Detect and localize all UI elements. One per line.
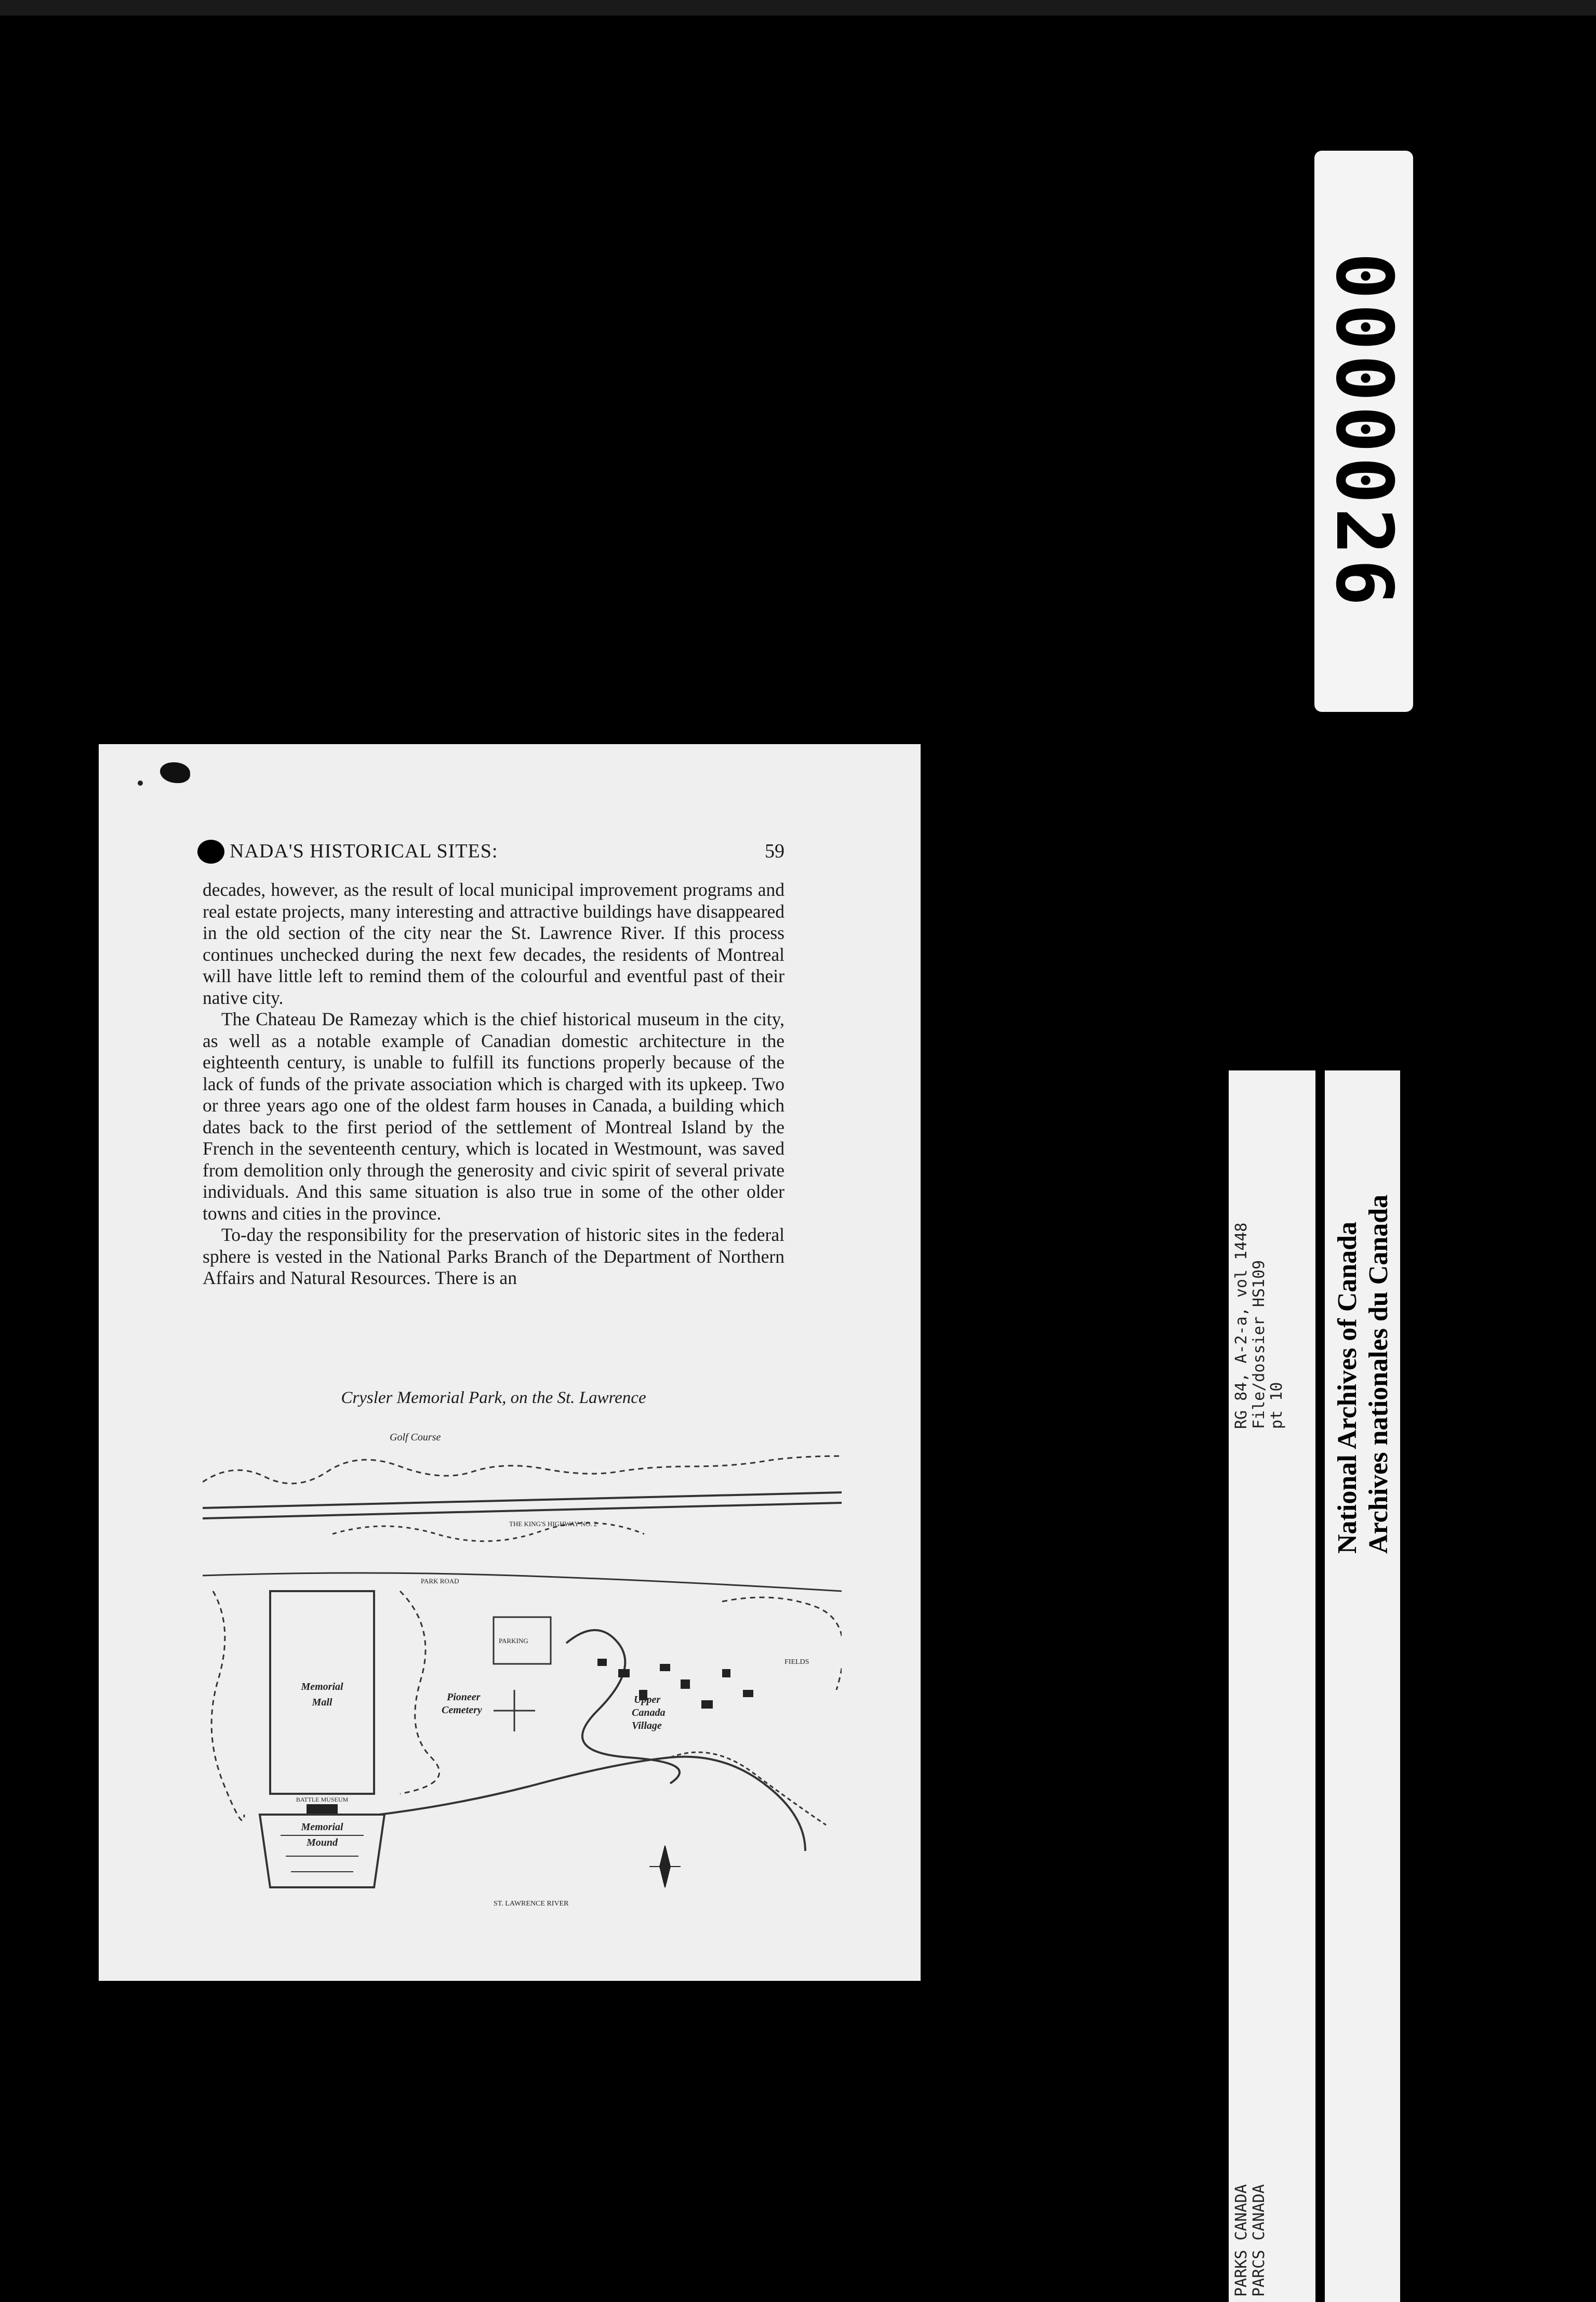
label-part: pt 10 (1268, 1382, 1286, 1429)
map-label-pioneer-cemetery: Pioneer (447, 1691, 481, 1703)
label-archives-en: National Archives of Canada (1333, 1222, 1362, 1554)
map-label-memorial-mall: Mall (312, 1697, 332, 1708)
east-woods (722, 1597, 842, 1690)
compass-rose (649, 1846, 681, 1887)
shoreline (379, 1757, 805, 1851)
map-label-highway: THE KING'S HIGHWAY NO. 2 (509, 1520, 597, 1528)
village-building (681, 1679, 690, 1689)
ink-speck (160, 762, 190, 783)
village-building (660, 1664, 670, 1671)
map-label-upper-canada-village: Village (632, 1720, 662, 1731)
label-parks-canada: PARKS CANADA (1232, 2184, 1251, 2297)
tree-line (203, 1456, 842, 1484)
village-building (701, 1700, 713, 1709)
west-woods (211, 1591, 244, 1820)
village-building (597, 1659, 607, 1666)
map-label-memorial-mound: Mound (306, 1837, 338, 1848)
tree-cluster (332, 1523, 644, 1541)
map-label-pioneer-cemetery: Cemetery (442, 1704, 482, 1716)
park-road (203, 1573, 842, 1591)
map-label-parking: PARKING (499, 1637, 528, 1645)
map-label-golf-course: Golf Course (390, 1432, 441, 1443)
label-file-dossier: File/dossier HS109 (1250, 1260, 1268, 1429)
label-divider (1315, 1070, 1325, 2302)
paragraph: decades, however, as the result of local municipal improvement programs and real estate projects, many interesting and attractive buildings have disappeared in the old section of the city near the St. Lawrence River. If this process continues unchecked during the next few decades, the residents of Montreal will have little left to remind them of the colourful and eventful past of their native city. (203, 879, 784, 1008)
map-label-memorial-mall: Memorial (301, 1681, 343, 1692)
map-label-upper-canada-village: Upper (634, 1694, 661, 1705)
ink-dot (138, 780, 143, 786)
label-archives-fr: Archives nationales du Canada (1364, 1194, 1393, 1554)
cemetery-path (494, 1690, 535, 1731)
village-building (743, 1690, 753, 1697)
highway (203, 1492, 842, 1518)
village-building (722, 1669, 730, 1677)
map-label-battle-museum: BATTLE MUSEUM (296, 1796, 349, 1803)
peninsula (670, 1752, 826, 1825)
film-edge (0, 0, 1596, 16)
map-caption: Crysler Memorial Park, on the St. Lawrence (341, 1388, 646, 1407)
label-parcs-canada: PARCS CANADA (1250, 2184, 1268, 2297)
park-map (203, 1420, 842, 1939)
map-label-memorial-mound: Memorial (301, 1821, 343, 1833)
page-number: 59 (765, 840, 784, 862)
paragraph: To-day the responsibility for the preservation of historic sites in the federal sphere is vested in the National Parks Branch of the Department of Northern Affairs and Natural Resources. There is an (203, 1224, 784, 1288)
map-label-upper-canada-village: Canada (632, 1707, 666, 1718)
archival-label-strip (1229, 1070, 1400, 2302)
paragraph: The Chateau De Ramezay which is the chief historical museum in the city, as well as a notable example of Canadian domestic architecture in the eighteenth century, is unable to fulfill its functions properly because of the lack of funds of the private association which is charged with its upkeep. Two or three years ago one of the oldest farm houses in Canada, a building which dates back to the first period of the settlement of Montreal Island by the French in the seventeenth century, which is located in Westmount, was saved from demolition only through the generosity and civic spirit of several private individuals. And this same situation is also true in some of the other older towns and cities in the province. (203, 1009, 784, 1224)
map-label-river: ST. LAWRENCE RIVER (494, 1900, 569, 1908)
running-head (203, 840, 784, 866)
running-head-title: NADA'S HISTORICAL SITES: (230, 840, 498, 862)
map-label-fields: FIELDS (784, 1658, 809, 1666)
frame-counter-digits: 0000026 (1319, 252, 1409, 611)
label-record-group: RG 84, A-2-a, vol 1448 (1232, 1222, 1251, 1429)
village-building (618, 1669, 630, 1677)
battle-museum-building (307, 1804, 338, 1814)
body-text (203, 879, 784, 1289)
central-woods (400, 1591, 440, 1794)
park-map-drawing (203, 1420, 842, 1939)
frame-counter (1314, 151, 1413, 712)
map-label-park-road: PARK ROAD (421, 1577, 459, 1585)
book-page (99, 744, 921, 1981)
memorial-mall-outline (270, 1591, 374, 1794)
